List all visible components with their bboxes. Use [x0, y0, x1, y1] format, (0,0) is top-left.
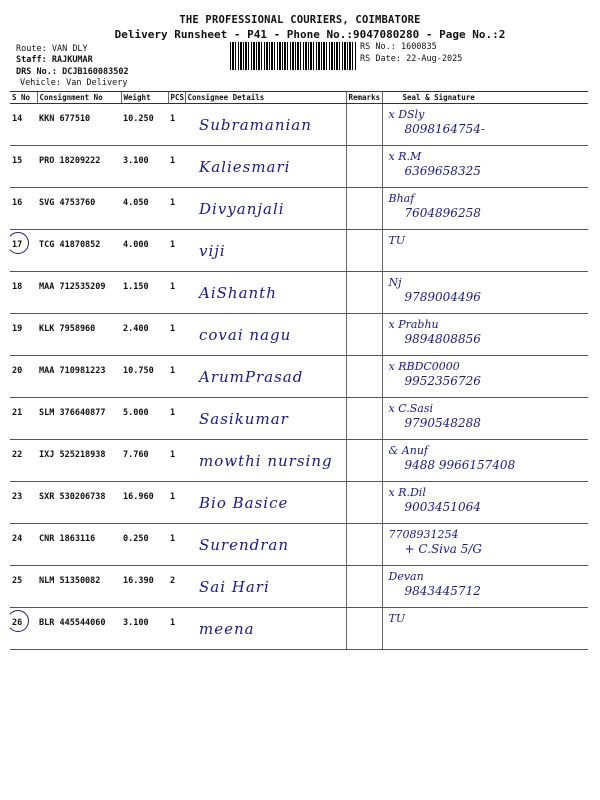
col-signature: Seal & Signature: [382, 92, 588, 104]
weight-cell: 0.250: [121, 524, 168, 566]
receiver-phone: 7604896258: [404, 206, 481, 220]
route-value: VAN DLY: [51, 44, 88, 54]
drs-label: DRS No.:: [16, 67, 57, 77]
consignee-name: mowthi nursing: [199, 452, 333, 470]
weight-cell: 4.050: [121, 188, 168, 230]
pcs-cell: 1: [168, 398, 185, 440]
remarks-cell: [346, 230, 382, 272]
consignee-cell: [185, 608, 346, 650]
consignment-cell: MAA 710981223: [37, 356, 121, 398]
col-consignee: Consignee Details: [185, 92, 346, 104]
remarks-cell: [346, 314, 382, 356]
consignment-cell: MAA 712535209: [37, 272, 121, 314]
pcs-cell: 1: [168, 272, 185, 314]
signature-mark: & Anuf: [388, 444, 428, 457]
signature-cell: [382, 482, 588, 524]
rs-date-value: 22-Aug-2025: [406, 54, 463, 64]
consignee-cell: [185, 314, 346, 356]
signature-cell: [382, 566, 588, 608]
serial-number: 19: [12, 324, 23, 334]
table-row: [10, 272, 588, 314]
table-row: [10, 356, 588, 398]
sno-cell: [10, 188, 37, 230]
table-row: [10, 482, 588, 524]
remarks-cell: [346, 398, 382, 440]
receiver-phone: 6369658325: [404, 164, 481, 178]
serial-number: 24: [12, 534, 23, 544]
weight-cell: 10.250: [121, 104, 168, 146]
signature-mark: x Prabhu: [388, 318, 439, 331]
serial-number: 20: [12, 366, 23, 376]
signature-cell: [382, 356, 588, 398]
signature-cell: [382, 524, 588, 566]
sno-cell: [10, 356, 37, 398]
weight-cell: 1.150: [121, 272, 168, 314]
pcs-cell: 1: [168, 104, 185, 146]
remarks-cell: [346, 272, 382, 314]
consignee-name: viji: [199, 242, 226, 260]
pcs-cell: 1: [168, 482, 185, 524]
sno-cell: [10, 272, 37, 314]
sno-cell: [10, 440, 37, 482]
sno-cell: [10, 104, 37, 146]
signature-mark: x C.Sasi: [388, 402, 433, 415]
remarks-cell: [346, 356, 382, 398]
consignment-cell: NLM 51350082: [37, 566, 121, 608]
rs-number-line: [360, 42, 437, 52]
consignment-cell: SLM 376640877: [37, 398, 121, 440]
drs-value: DCJB160083502: [62, 67, 129, 77]
table-row: [10, 566, 588, 608]
consignment-cell: KKN 677510: [37, 104, 121, 146]
sno-cell: [10, 608, 37, 650]
weight-cell: 7.760: [121, 440, 168, 482]
signature-mark: x R.Dil: [388, 486, 426, 499]
runsheet-title: Delivery Runsheet - P41 - Phone No.:9047080280 - Page No.:2: [114, 28, 506, 41]
consignment-cell: PRO 18209222: [37, 146, 121, 188]
sno-cell: [10, 524, 37, 566]
col-sno: S No: [10, 92, 37, 104]
serial-number: 17: [12, 240, 23, 250]
receiver-phone: 9488 9966157408: [404, 458, 516, 472]
sno-cell: [10, 566, 37, 608]
serial-number: 14: [12, 114, 23, 124]
barcode: [230, 42, 356, 70]
signature-mark: Bhaf: [388, 192, 415, 205]
receiver-phone: 9003451064: [404, 500, 481, 514]
consignment-cell: KLK 7958960: [37, 314, 121, 356]
consignee-name: Sasikumar: [199, 410, 289, 428]
consignee-name: Sai Hari: [199, 578, 270, 596]
pcs-cell: 1: [168, 356, 185, 398]
pcs-cell: 1: [168, 608, 185, 650]
rs-date-label: RS Date:: [360, 54, 401, 64]
table-header: [10, 92, 588, 104]
pcs-cell: 1: [168, 314, 185, 356]
rs-no-label: RS No.:: [360, 42, 396, 52]
serial-number: 16: [12, 198, 23, 208]
serial-number: 22: [12, 450, 23, 460]
table-row: [10, 188, 588, 230]
serial-number: 15: [12, 156, 23, 166]
signature-cell: [382, 104, 588, 146]
pcs-cell: 1: [168, 524, 185, 566]
consignee-name: Kaliesmari: [199, 158, 291, 176]
receiver-phone: 9843445712: [404, 584, 481, 598]
signature-mark: x RBDC0000: [388, 360, 460, 373]
signature-mark: TU: [388, 612, 406, 625]
table-row: [10, 104, 588, 146]
consignee-name: Subramanian: [199, 116, 312, 134]
receiver-phone: 9789004496: [404, 290, 481, 304]
remarks-cell: [346, 440, 382, 482]
remarks-cell: [346, 608, 382, 650]
serial-number: 18: [12, 282, 23, 292]
col-weight: Weight: [121, 92, 168, 104]
drs-line: [16, 67, 129, 78]
serial-number: 25: [12, 576, 23, 586]
weight-cell: 5.000: [121, 398, 168, 440]
signature-mark: Devan: [388, 570, 424, 583]
sno-cell: [10, 230, 37, 272]
pcs-cell: 1: [168, 440, 185, 482]
signature-mark: Nj: [388, 276, 402, 289]
consignment-cell: BLR 445544060: [37, 608, 121, 650]
route-label: Route:: [16, 44, 47, 54]
sno-cell: [10, 398, 37, 440]
table-row: [10, 524, 588, 566]
consignee-name: meena: [199, 620, 255, 638]
receiver-phone: 8098164754-: [404, 122, 485, 136]
table-row: [10, 440, 588, 482]
rs-no-value: 1600835: [400, 42, 437, 52]
staff-line: [16, 55, 93, 66]
sno-cell: [10, 314, 37, 356]
runsheet-table: [10, 91, 588, 650]
circle-mark: [10, 232, 29, 254]
circle-mark: [10, 610, 29, 632]
serial-number: 26: [12, 618, 23, 628]
weight-cell: 3.100: [121, 608, 168, 650]
consignee-cell: [185, 104, 346, 146]
consignee-cell: [185, 272, 346, 314]
signature-cell: [382, 314, 588, 356]
weight-cell: 10.750: [121, 356, 168, 398]
signature-cell: [382, 188, 588, 230]
weight-cell: 2.400: [121, 314, 168, 356]
signature-cell: [382, 230, 588, 272]
remarks-cell: [346, 104, 382, 146]
sno-cell: [10, 146, 37, 188]
table-row: [10, 608, 588, 650]
weight-cell: 16.390: [121, 566, 168, 608]
signature-mark: 7708931254: [388, 528, 459, 541]
receiver-phone: + C.Siva 5/G: [404, 542, 483, 556]
table-row: [10, 230, 588, 272]
signature-cell: [382, 440, 588, 482]
consignee-cell: [185, 440, 346, 482]
sno-cell: [10, 482, 37, 524]
signature-cell: [382, 608, 588, 650]
remarks-cell: [346, 146, 382, 188]
consignment-cell: SVG 4753760: [37, 188, 121, 230]
signature-mark: x DSly: [388, 108, 425, 121]
consignee-name: Surendran: [199, 536, 290, 554]
consignment-cell: CNR 1863116: [37, 524, 121, 566]
serial-number: 23: [12, 492, 23, 502]
table-row: [10, 314, 588, 356]
staff-value: RAJKUMAR: [51, 55, 93, 65]
signature-mark: TU: [388, 234, 406, 247]
remarks-cell: [346, 188, 382, 230]
col-consignment: Consignment No: [37, 92, 121, 104]
pcs-cell: 1: [168, 146, 185, 188]
consignee-cell: [185, 146, 346, 188]
vehicle-label: Vehicle:: [20, 78, 61, 88]
receiver-phone: 9952356726: [404, 374, 481, 388]
consignee-cell: [185, 356, 346, 398]
signature-cell: [382, 398, 588, 440]
company-name: THE PROFESSIONAL COURIERS, COIMBATORE: [179, 14, 421, 26]
route-line: [16, 44, 88, 55]
consignee-name: ArumPrasad: [199, 368, 304, 386]
staff-label: Staff:: [16, 55, 47, 65]
col-remarks: Remarks: [346, 92, 382, 104]
consignee-name: covai nagu: [199, 326, 292, 344]
rs-date-line: [360, 54, 462, 64]
consignee-name: Divyanjali: [199, 200, 285, 218]
pcs-cell: 2: [168, 566, 185, 608]
remarks-cell: [346, 566, 382, 608]
signature-mark: x R.M: [388, 150, 422, 163]
consignee-cell: [185, 566, 346, 608]
consignee-name: AiShanth: [199, 284, 277, 302]
consignee-cell: [185, 482, 346, 524]
col-pcs: PCS: [168, 92, 185, 104]
weight-cell: 4.000: [121, 230, 168, 272]
consignee-cell: [185, 398, 346, 440]
signature-cell: [382, 272, 588, 314]
weight-cell: 3.100: [121, 146, 168, 188]
table-row: [10, 398, 588, 440]
remarks-cell: [346, 482, 382, 524]
consignee-cell: [185, 230, 346, 272]
table-row: [10, 146, 588, 188]
consignee-cell: [185, 188, 346, 230]
vehicle-line: [20, 78, 128, 89]
consignment-cell: TCG 41870852: [37, 230, 121, 272]
pcs-cell: 1: [168, 230, 185, 272]
consignee-name: Bio Basice: [199, 494, 289, 512]
vehicle-value: Van Delivery: [66, 78, 128, 88]
receiver-phone: 9790548288: [404, 416, 481, 430]
weight-cell: 16.960: [121, 482, 168, 524]
remarks-cell: [346, 524, 382, 566]
consignment-cell: IXJ 525218938: [37, 440, 121, 482]
consignee-cell: [185, 524, 346, 566]
pcs-cell: 1: [168, 188, 185, 230]
signature-cell: [382, 146, 588, 188]
consignment-cell: SXR 530206738: [37, 482, 121, 524]
receiver-phone: 9894808856: [404, 332, 481, 346]
serial-number: 21: [12, 408, 23, 418]
